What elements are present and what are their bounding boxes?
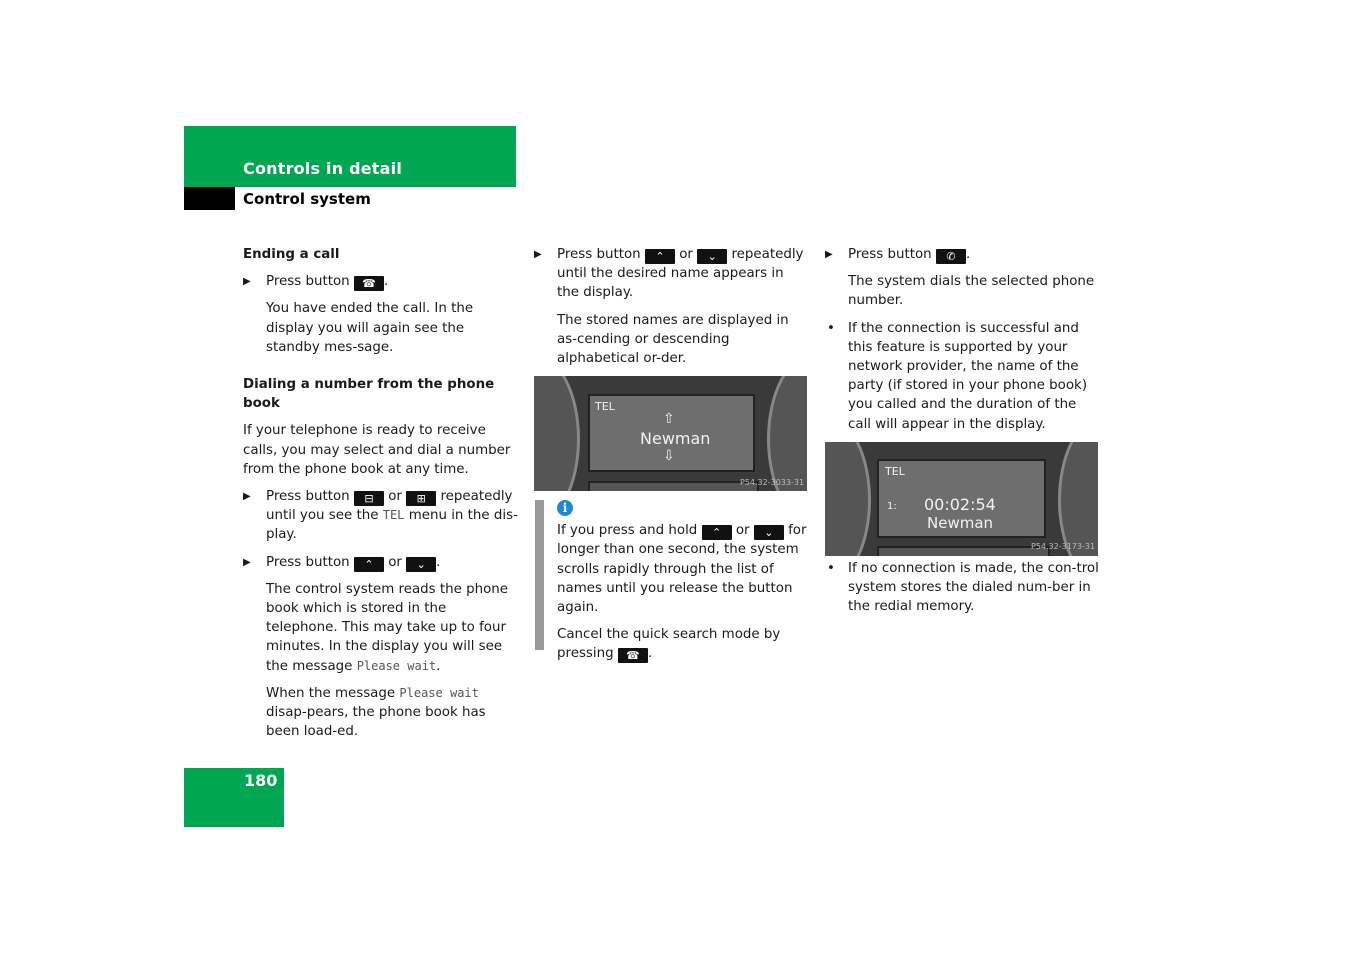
column-3-lower [825, 559, 1099, 625]
lcd-label: TEL [595, 400, 615, 413]
page-number: 180 [244, 771, 278, 790]
gauge-right [1058, 442, 1098, 556]
lcd-line-number: 1: [887, 501, 897, 512]
step-arrow-icon: ▶ [243, 556, 251, 568]
scroll-down-icon: ⌄ [697, 249, 727, 264]
step-arrow-icon: ▶ [243, 491, 251, 503]
gauge-left [825, 442, 871, 556]
column-3 [825, 245, 1099, 442]
column-2 [534, 245, 808, 376]
scroll-down-icon: ⌄ [406, 557, 436, 572]
heading-ending-call: Ending a call [243, 247, 340, 262]
display-image-2 [825, 442, 1098, 556]
scroll-up-icon: ⌃ [702, 525, 732, 540]
lcd-screen [588, 394, 755, 472]
info-paragraph-1: If you press and hold ⌃ or ⌄ for longer than one second, the system scrolls rapidly through the list of names until you release the button again. [557, 523, 807, 616]
lcd-down-arrow: ⇩ [663, 448, 675, 464]
lcd-name: Newman [927, 514, 994, 532]
scroll-down-icon: ⌄ [754, 525, 784, 540]
paragraph-dials: The system dials the selected phone number. [848, 274, 1095, 309]
image-reference: P54.32-3033-31 [740, 478, 805, 487]
display-image-1 [534, 376, 807, 491]
step-scroll-names: ▶ Press button ⌃ or ⌄ repeatedly until the desired name appears in the display. [534, 247, 804, 301]
lcd-name: Newman [640, 429, 711, 448]
paragraph-reads: The control system reads the phone book which is stored in the telephone. This may take up to four minutes. In the display you will see the message Please wait. [266, 581, 509, 674]
info-icon: i [557, 500, 573, 516]
step-arrow-icon: ▶ [534, 249, 542, 260]
step-scroll: ▶ Press button ⌃ or ⌄ . [243, 554, 441, 571]
image-reference: P54.32-3173-31 [1031, 542, 1096, 551]
step-arrow-icon: ▶ [243, 276, 251, 288]
paragraph-intro: If your telephone is ready to receive calls, you may select and dial a number from the phone book at any time. [243, 423, 511, 477]
send-call-icon: ✆ [936, 249, 966, 264]
lcd-up-arrow: ⇧ [663, 411, 675, 427]
page-back-icon: ⊟ [354, 491, 384, 506]
scroll-up-icon: ⌃ [354, 557, 384, 572]
bullet-dot: • [827, 320, 835, 336]
bullet-dot: • [827, 561, 835, 576]
gauge-right [767, 376, 807, 491]
step-dial: ▶ Press button ✆ . [825, 247, 971, 263]
lower-panel [588, 481, 759, 491]
lower-panel [877, 546, 1050, 556]
end-call-icon: ☎ [354, 276, 384, 291]
lcd-label: TEL [885, 465, 905, 478]
scroll-up-icon: ⌃ [645, 249, 675, 264]
paragraph-ended: You have ended the call. In the display you will again see the standby mes-sage. [266, 301, 474, 355]
subsection-marker [184, 187, 235, 210]
info-bar [535, 500, 544, 650]
lcd-screen [877, 459, 1046, 538]
step-end-call: ▶ Press button ☎ . [243, 274, 389, 291]
step-arrow-icon: ▶ [825, 249, 833, 260]
section-title: Controls in detail [243, 159, 402, 178]
info-paragraph-2: Cancel the quick search mode by pressing ☎ . [557, 627, 781, 663]
step-select-tel: ▶ Press button ⊟ or ⊞ repeatedly until you see the TEL menu in the dis-play. [243, 489, 518, 543]
subsection-title: Control system [243, 190, 371, 208]
gauge-left [534, 376, 580, 491]
info-box [557, 499, 809, 672]
end-call-icon: ☎ [618, 648, 648, 663]
paragraph-loaded: When the message Please wait disap-pears, the phone book has been load-ed. [266, 685, 486, 740]
bullet-no-connection: • If no connection is made, the con-trol system stores the dialed num-ber in the redial memory. [827, 561, 1099, 615]
column-1 [243, 245, 518, 749]
lcd-call-duration: 00:02:54 [924, 495, 996, 514]
heading-dialing: Dialing a number from the phone book [243, 377, 495, 412]
bullet-connected: • If the connection is successful and this feature is supported by your network provider, the name of the party (if stored in your phone book) you called and the duration of the call will appear in the display. [827, 320, 1088, 432]
page-forward-icon: ⊞ [406, 491, 436, 506]
paragraph-order: The stored names are displayed in as-cending or descending alphabetical or-der. [557, 312, 789, 367]
